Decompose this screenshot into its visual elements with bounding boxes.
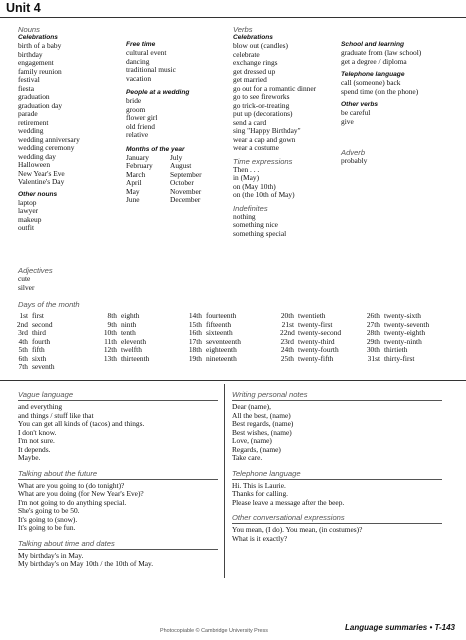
list-item: What are you doing (for New Year's Eve)? bbox=[18, 489, 144, 498]
list-item: go trick-or-treating bbox=[233, 100, 290, 110]
list-item: graduate from (law school) bbox=[341, 48, 422, 57]
day-ordinal-number: 17th bbox=[188, 336, 202, 346]
list-item: Dear (name), bbox=[232, 402, 271, 411]
top-rule bbox=[0, 17, 466, 18]
adjectives-section bbox=[18, 266, 53, 292]
notes-list bbox=[232, 403, 442, 463]
time-expressions-heading: Time expressions bbox=[233, 156, 293, 166]
day-ordinal-word: first bbox=[32, 311, 44, 320]
nouns-heading: Nouns bbox=[18, 25, 40, 34]
day-ordinal-number: 23rd bbox=[280, 336, 294, 346]
list-item: Please leave a message after the beep. bbox=[232, 497, 345, 507]
list-item: outfit bbox=[18, 223, 35, 232]
list-item: cute bbox=[18, 274, 31, 283]
list-item: Maybe. bbox=[18, 453, 41, 462]
day-ordinal-word: twenty-sixth bbox=[384, 311, 421, 320]
people-wedding-heading: People at a wedding bbox=[126, 89, 190, 96]
day-ordinal-word: tenth bbox=[121, 328, 136, 337]
list-item: bride bbox=[126, 96, 142, 105]
list-item: August bbox=[170, 161, 192, 170]
vague-language-heading: Vague language bbox=[18, 390, 218, 401]
day-ordinal-number: 21st bbox=[281, 319, 294, 329]
list-item: spend time (on the phone) bbox=[341, 86, 419, 96]
list-item: retirement bbox=[18, 117, 49, 127]
list-item: Love, (name) bbox=[232, 436, 272, 445]
day-ordinal-number: 18th bbox=[188, 345, 202, 354]
day-ordinal-word: fourth bbox=[32, 336, 51, 346]
list-item: June bbox=[126, 195, 140, 204]
list-item: laptop bbox=[18, 197, 37, 207]
list-item: old friend bbox=[126, 121, 155, 131]
days-column-3 bbox=[188, 312, 241, 363]
telephone-verbs-list bbox=[341, 79, 421, 96]
other-verbs-list bbox=[341, 109, 421, 126]
telephone-verbs-heading: Telephone language bbox=[341, 71, 405, 78]
day-ordinal-word: sixteenth bbox=[206, 328, 233, 337]
notes-heading: Writing personal notes bbox=[232, 390, 442, 401]
list-item: Regards, (name) bbox=[232, 444, 281, 454]
day-ordinal-number: 28th bbox=[366, 328, 380, 337]
page-number: T-143 bbox=[434, 623, 455, 632]
list-item: sing "Happy Birthday" bbox=[233, 126, 301, 135]
days-column-4 bbox=[280, 312, 341, 363]
day-ordinal-number: 6th bbox=[18, 353, 28, 363]
adverb-heading: Adverb bbox=[341, 148, 366, 157]
free-time-heading: Free time bbox=[126, 41, 156, 48]
day-ordinal-word: nineteenth bbox=[206, 353, 237, 363]
day-ordinal-number: 8th bbox=[107, 311, 117, 320]
list-item: Thanks for calling. bbox=[232, 489, 289, 498]
time-dates-list bbox=[18, 552, 218, 569]
list-item: put up (decorations) bbox=[233, 109, 293, 118]
list-item: be careful bbox=[341, 108, 371, 117]
list-item: celebrate bbox=[233, 49, 260, 59]
list-item: nothing bbox=[233, 211, 256, 221]
list-item: exchange rings bbox=[233, 58, 278, 67]
list-item: give bbox=[341, 116, 354, 126]
list-item: You can get all kinds of (tacos) and things. bbox=[18, 419, 145, 428]
days-heading: Days of the month bbox=[18, 300, 80, 309]
list-item: something special bbox=[233, 228, 287, 238]
adverb-list bbox=[341, 157, 421, 166]
list-item: December bbox=[170, 195, 201, 204]
day-ordinal-word: thirty-first bbox=[384, 353, 415, 363]
months-heading: Months of the year bbox=[126, 145, 185, 153]
list-item: November bbox=[170, 186, 202, 196]
list-item: March bbox=[126, 169, 146, 179]
bottom-right-column bbox=[232, 390, 442, 543]
months-list bbox=[126, 154, 214, 205]
vague-language-list bbox=[18, 403, 218, 463]
day-ordinal-number: 24th bbox=[280, 345, 294, 354]
list-item: I'm not going to do anything special. bbox=[18, 497, 127, 507]
day-ordinal-word: twenty-fourth bbox=[298, 345, 339, 354]
list-item: birth of a baby bbox=[18, 41, 62, 50]
day-ordinal-word: seventh bbox=[32, 362, 55, 371]
list-item: relative bbox=[126, 130, 149, 139]
day-ordinal-word: eighteenth bbox=[206, 345, 237, 354]
day-ordinal-number: 30th bbox=[366, 345, 380, 354]
list-item: Best regards, (name) bbox=[232, 419, 294, 428]
list-item: July bbox=[170, 152, 183, 162]
day-ordinal-number: 10th bbox=[103, 328, 117, 337]
conversational-list bbox=[232, 526, 442, 543]
day-ordinal-word: fourteenth bbox=[206, 311, 237, 320]
day-ordinal-number: 25th bbox=[280, 353, 294, 363]
day-ordinal-word: twenty-eighth bbox=[384, 328, 426, 337]
list-item: on (May 10th) bbox=[233, 181, 276, 191]
list-item: go to see fireworks bbox=[233, 92, 290, 101]
list-item: September bbox=[170, 169, 202, 179]
day-ordinal-word: fifth bbox=[32, 345, 45, 354]
day-ordinal-word: sixth bbox=[32, 353, 47, 363]
day-ordinal-word: twenty-first bbox=[298, 319, 333, 329]
list-item: I don't know. bbox=[18, 427, 57, 437]
school-list bbox=[341, 49, 421, 66]
people-wedding-list bbox=[126, 97, 214, 140]
list-item: wedding bbox=[18, 126, 44, 135]
other-nouns-list bbox=[18, 199, 80, 233]
day-ordinal-word: twenty-fifth bbox=[298, 353, 334, 363]
day-ordinal-word: thirteenth bbox=[121, 353, 150, 363]
middle-rule bbox=[0, 380, 466, 381]
days-heading-wrap bbox=[18, 300, 80, 309]
free-time-list bbox=[126, 49, 214, 83]
day-ordinal-word: second bbox=[32, 319, 53, 329]
list-item: May bbox=[126, 186, 140, 196]
list-item: wedding ceremony bbox=[18, 143, 75, 152]
list-item: It's going to be fun. bbox=[18, 523, 76, 532]
list-item: probably bbox=[341, 156, 368, 165]
list-item: get married bbox=[233, 75, 267, 84]
list-item: All the best, (name) bbox=[232, 410, 291, 420]
day-ordinal-word: twenty-second bbox=[298, 328, 342, 337]
list-item: January bbox=[126, 152, 149, 162]
list-item: blow out (candles) bbox=[233, 41, 289, 50]
day-ordinal-word: ninth bbox=[121, 319, 137, 329]
list-item: What is it exactly? bbox=[232, 533, 288, 543]
day-ordinal-word: twenty-seventh bbox=[384, 319, 430, 329]
list-item: It depends. bbox=[18, 444, 51, 454]
list-item: My birthday's in May. bbox=[18, 550, 84, 560]
day-ordinal-number: 20th bbox=[280, 311, 294, 320]
day-ordinal-word: thirtieth bbox=[384, 345, 408, 354]
list-item: silver bbox=[18, 282, 35, 292]
list-item: call (someone) back bbox=[341, 78, 401, 87]
list-item: on (the 10th of May) bbox=[233, 190, 295, 199]
day-ordinal-number: 1st bbox=[19, 311, 28, 320]
day-ordinal-number: 5th bbox=[18, 345, 28, 354]
adjectives-list bbox=[18, 275, 53, 292]
list-item: get dressed up bbox=[233, 66, 276, 76]
list-item: Take care. bbox=[232, 453, 263, 462]
list-item: family reunion bbox=[18, 66, 62, 76]
list-item: My birthday's on May 10th / the 10th of May. bbox=[18, 559, 154, 568]
list-item: I'm not sure. bbox=[18, 436, 55, 445]
list-item: wedding day bbox=[18, 151, 56, 161]
day-ordinal-word: eighth bbox=[121, 311, 140, 320]
list-item: and everything bbox=[18, 402, 63, 411]
day-ordinal-word: twenty-ninth bbox=[384, 336, 422, 346]
list-item: engagement bbox=[18, 58, 54, 67]
list-item: Halloween bbox=[18, 160, 51, 169]
list-item: fiesta bbox=[18, 83, 35, 93]
day-ordinal-word: seventeenth bbox=[206, 336, 241, 346]
list-item: and things / stuff like that bbox=[18, 410, 94, 420]
bottom-left-column bbox=[18, 390, 218, 569]
list-item: graduation day bbox=[18, 100, 63, 110]
list-item: wear a costume bbox=[233, 143, 279, 152]
day-ordinal-number: 4th bbox=[18, 336, 28, 346]
indefinites-list bbox=[233, 213, 316, 239]
list-item: lawyer bbox=[18, 206, 39, 215]
list-item: send a card bbox=[233, 117, 267, 127]
day-ordinal-number: 29th bbox=[366, 336, 380, 346]
school-heading: School and learning bbox=[341, 41, 405, 48]
list-item: cultural event bbox=[126, 48, 167, 57]
day-ordinal-number: 31st bbox=[367, 353, 380, 363]
day-ordinal-number: 13th bbox=[103, 353, 117, 363]
day-ordinal-number: 11th bbox=[104, 336, 117, 346]
list-item: groom bbox=[126, 104, 146, 114]
day-ordinal-word: twentieth bbox=[298, 311, 326, 320]
future-heading: Talking about the future bbox=[18, 469, 218, 480]
list-item: Hi. This is Laurie. bbox=[232, 480, 286, 490]
list-item: birthday bbox=[18, 49, 43, 59]
indefinites-heading: Indefinites bbox=[233, 203, 268, 213]
conversational-heading: Other conversational expressions bbox=[232, 513, 442, 524]
future-list bbox=[18, 482, 218, 533]
days-column-5 bbox=[366, 312, 429, 363]
list-item: It's going to (snow). bbox=[18, 514, 78, 524]
day-ordinal-word: twelfth bbox=[121, 345, 142, 354]
nouns-column-2 bbox=[126, 41, 214, 205]
column-divider bbox=[224, 384, 225, 578]
list-item: flower girl bbox=[126, 113, 158, 122]
list-item: in (May) bbox=[233, 173, 260, 182]
list-item: parade bbox=[18, 109, 38, 118]
day-ordinal-number: 27th bbox=[366, 319, 380, 329]
list-item: You mean, (I do). You mean, (in costumes)? bbox=[232, 525, 363, 534]
day-ordinal-number: 19th bbox=[188, 353, 202, 363]
days-column-2 bbox=[103, 312, 149, 363]
day-ordinal-number: 3rd bbox=[18, 328, 28, 337]
copyright-notice: Photocopiable © Cambridge University Press bbox=[160, 628, 268, 634]
phone-heading: Telephone language bbox=[232, 469, 442, 480]
days-column-1 bbox=[14, 312, 55, 372]
list-item: festival bbox=[18, 75, 40, 84]
list-item: something nice bbox=[233, 220, 278, 229]
list-item: New Year's Eve bbox=[18, 168, 65, 178]
list-item: dancing bbox=[126, 56, 150, 66]
list-item: October bbox=[170, 178, 194, 187]
celebrations-verbs-list bbox=[233, 42, 316, 153]
list-item: vacation bbox=[126, 73, 152, 83]
adjectives-heading: Adjectives bbox=[18, 266, 53, 275]
list-item: graduation bbox=[18, 92, 50, 101]
footer-title: Language summaries bbox=[345, 623, 428, 632]
nouns-column-1 bbox=[18, 25, 80, 233]
time-expressions-list bbox=[233, 166, 316, 200]
time-dates-heading: Talking about time and dates bbox=[18, 539, 218, 550]
unit-title: Unit 4 bbox=[6, 1, 41, 15]
day-ordinal-word: eleventh bbox=[121, 336, 147, 346]
list-item: She's going to be 50. bbox=[18, 506, 80, 515]
list-item: go out for a romantic dinner bbox=[233, 83, 317, 93]
other-nouns-heading: Other nouns bbox=[18, 190, 58, 198]
list-item: get a degree / diploma bbox=[341, 56, 407, 66]
list-item: What are you going to (do tonight)? bbox=[18, 480, 125, 490]
celebrations-nouns-heading: Celebrations bbox=[18, 34, 58, 41]
list-item: wear a cap and gown bbox=[233, 134, 296, 144]
list-item: traditional music bbox=[126, 65, 176, 74]
day-ordinal-number: 12th bbox=[103, 345, 117, 354]
verbs-heading: Verbs bbox=[233, 25, 253, 34]
verbs-column-1 bbox=[233, 25, 316, 238]
day-ordinal-number: 2nd bbox=[16, 319, 28, 329]
verbs-column-2 bbox=[341, 41, 421, 166]
list-item: Best wishes, (name) bbox=[232, 427, 292, 437]
list-item: wedding anniversary bbox=[18, 134, 80, 144]
list-item: Valentine's Day bbox=[18, 177, 65, 186]
day-ordinal-word: twenty-third bbox=[298, 336, 335, 346]
day-ordinal-number: 14th bbox=[188, 311, 202, 320]
phone-list bbox=[232, 482, 442, 508]
celebrations-nouns-list bbox=[18, 42, 80, 187]
other-verbs-heading: Other verbs bbox=[341, 101, 379, 108]
list-item: February bbox=[126, 161, 153, 170]
day-ordinal-number: 26th bbox=[366, 311, 380, 320]
list-item: Then . . . bbox=[233, 164, 260, 174]
day-ordinal-number: 7th bbox=[18, 362, 28, 371]
page-footer bbox=[345, 624, 455, 633]
list-item: April bbox=[126, 178, 142, 187]
day-ordinal-number: 15th bbox=[188, 319, 202, 329]
day-ordinal-word: fifteenth bbox=[206, 319, 232, 329]
day-ordinal-word: third bbox=[32, 328, 46, 337]
day-ordinal-number: 9th bbox=[107, 319, 117, 329]
celebrations-verbs-heading: Celebrations bbox=[233, 34, 273, 41]
day-ordinal-number: 22nd bbox=[280, 328, 295, 337]
list-item: makeup bbox=[18, 214, 42, 224]
footer-separator: • bbox=[429, 623, 433, 632]
day-ordinal-number: 16th bbox=[188, 328, 202, 337]
